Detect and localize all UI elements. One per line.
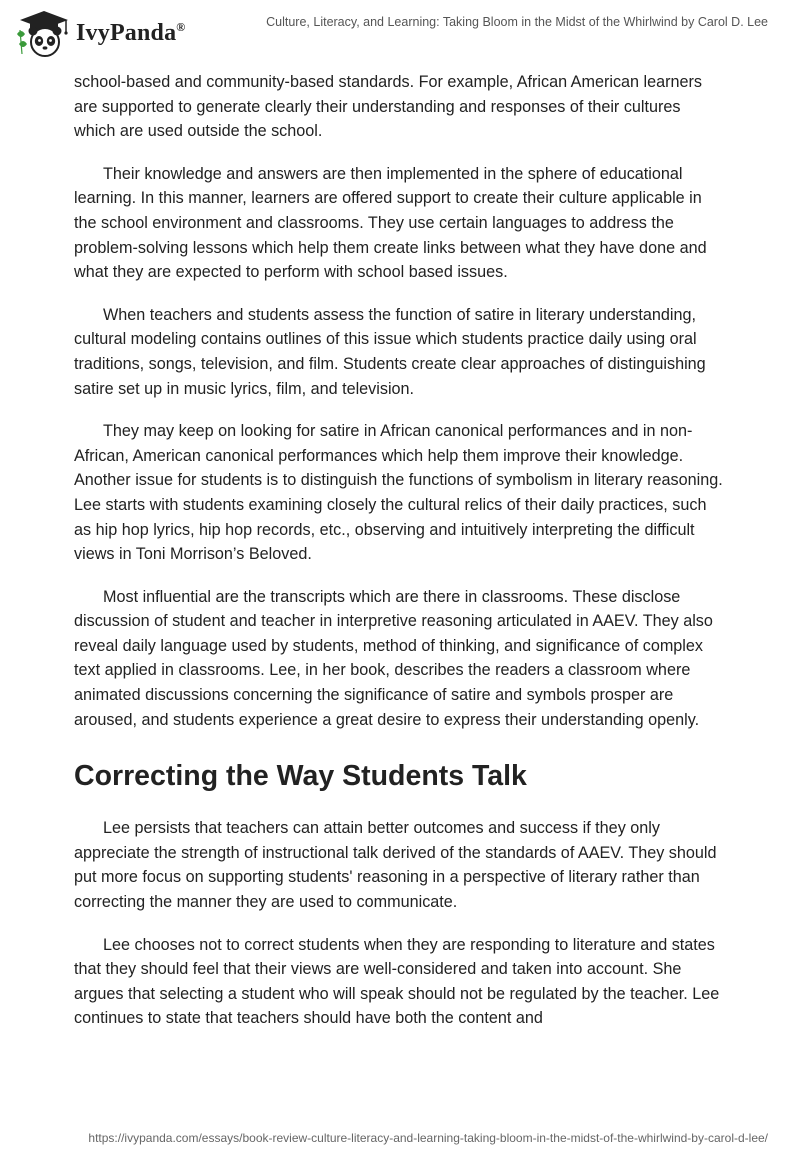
- paragraph: They may keep on looking for satire in African canonical performances and in non-African, American canonical performances which help them improve their knowledge. Another issue for students is to distinguish the functions of symbolism in literary reasoning. Lee starts with students examining closely the cultural relics of their daily practices, such as hip hop lyrics, hip hop records, etc., observing and intuitively interpreting the difficult views in Toni Morrison’s Beloved.: [74, 422, 723, 564]
- paragraph: Lee chooses not to correct students when they are responding to literature and states that they should feel that their views are well-considered and taken into account. She argues that selecting a student who will speak should not be regulated by the teacher. Lee continues to state that teachers should have both the content and: [74, 935, 720, 1028]
- source-url[interactable]: https://ivypanda.com/essays/book-review-culture-literacy-and-learning-taking-bloom-in-the-midst-of-the-whirlwind-by-carol-d-lee/: [88, 1131, 768, 1145]
- paragraph: Most influential are the transcripts which are there in classrooms. These disclose discussion of student and teacher in interpretive reasoning articulated in AAEV. They also reveal daily language used by students, method of thinking, and significance of complex text applied in classrooms. Lee, in her book, describes the readers a classroom where animated discussions concerning the significance of satire and symbols prosper are aroused, and students experience a great desire to express their understanding openly.: [74, 587, 713, 729]
- paragraph: When teachers and students assess the function of satire in literary understanding, cultural modeling contains outlines of this issue which students practice daily using oral traditions, songs, television, and film. Students create clear approaches of distinguishing satire set up in music lyrics, film, and television.: [74, 305, 706, 398]
- brand-name: IvyPanda®: [76, 19, 186, 46]
- essay-body: [74, 70, 726, 1049]
- page-header: [0, 0, 800, 64]
- panda-logo-icon: [14, 8, 70, 58]
- paragraph: school-based and community-based standards. For example, African American learners are supported to generate clearly their understanding and responses of their cultures which are used outside the school.: [74, 73, 703, 141]
- ivypanda-logo[interactable]: [14, 8, 185, 58]
- document-title: Culture, Literacy, and Learning: Taking Bloom in the Midst of the Whirlwind by Carol D. Lee: [266, 15, 768, 29]
- paragraph: Lee persists that teachers can attain better outcomes and success if they only appreciate the strength of instructional talk derived of the standards of AAEV. They should put more focus on supporting students' reasoning in a perspective of literary rather than correcting the manner they are used to communicate.: [74, 819, 717, 912]
- section-heading: Correcting the Way Students Talk: [74, 760, 527, 793]
- paragraph: Their knowledge and answers are then implemented in the sphere of educational learning. In this manner, learners are offered support to create their culture applicable in the school environment and classrooms. They use certain languages to address the problem-solving lessons which help them create links between what they have done and what they are expected to perform with school based issues.: [74, 164, 707, 282]
